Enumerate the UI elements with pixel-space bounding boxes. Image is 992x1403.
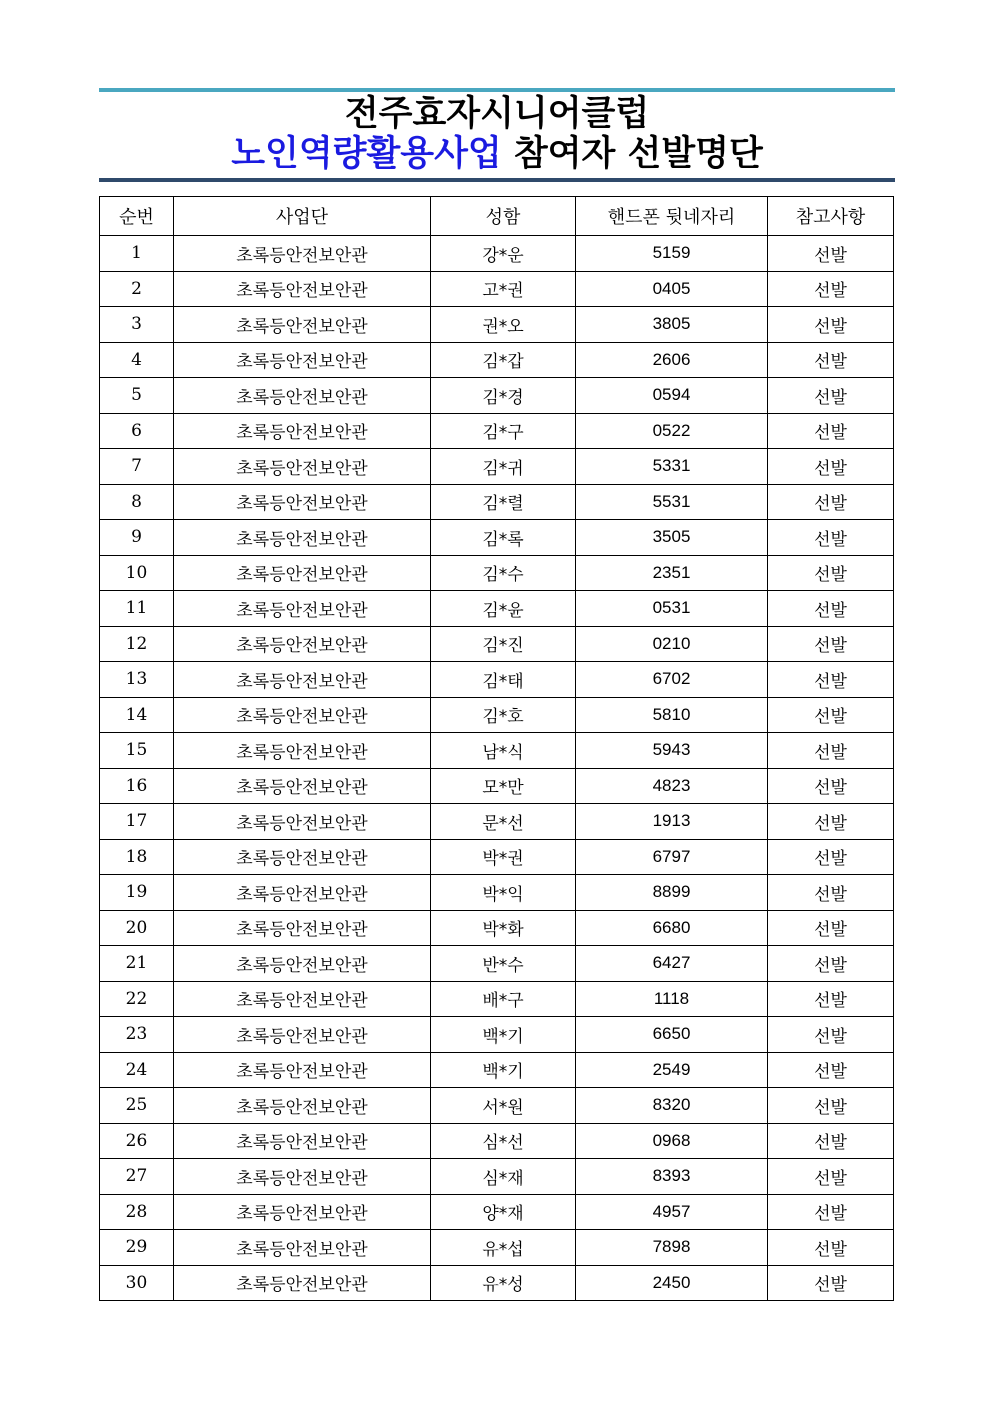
cell-name: 김*윤	[431, 591, 576, 627]
cell-number: 15	[100, 733, 174, 769]
cell-phone: 5331	[576, 449, 768, 485]
cell-phone: 3505	[576, 520, 768, 556]
cell-name: 권*오	[431, 307, 576, 343]
cell-team: 초록등안전보안관	[174, 875, 431, 911]
cell-team: 초록등안전보안관	[174, 271, 431, 307]
cell-team: 초록등안전보안관	[174, 910, 431, 946]
cell-name: 박*익	[431, 875, 576, 911]
table-row	[100, 591, 894, 627]
table-row	[100, 626, 894, 662]
table-row	[100, 520, 894, 556]
table-row	[100, 484, 894, 520]
cell-note: 선발	[768, 413, 894, 449]
cell-team: 초록등안전보안관	[174, 1088, 431, 1124]
cell-name: 남*식	[431, 733, 576, 769]
cell-number: 20	[100, 910, 174, 946]
cell-number: 18	[100, 839, 174, 875]
cell-name: 김*구	[431, 413, 576, 449]
cell-number: 9	[100, 520, 174, 556]
column-header-note: 참고사항	[768, 197, 894, 236]
table-row	[100, 449, 894, 485]
cell-number: 13	[100, 662, 174, 698]
cell-phone: 5810	[576, 697, 768, 733]
cell-team: 초록등안전보안관	[174, 768, 431, 804]
cell-note: 선발	[768, 733, 894, 769]
cell-number: 10	[100, 555, 174, 591]
cell-name: 모*만	[431, 768, 576, 804]
cell-phone: 5531	[576, 484, 768, 520]
cell-name: 박*권	[431, 839, 576, 875]
cell-note: 선발	[768, 236, 894, 272]
cell-name: 강*운	[431, 236, 576, 272]
table-row	[100, 804, 894, 840]
cell-phone: 2351	[576, 555, 768, 591]
cell-number: 23	[100, 1017, 174, 1053]
cell-name: 김*태	[431, 662, 576, 698]
cell-name: 김*호	[431, 697, 576, 733]
cell-team: 초록등안전보안관	[174, 1017, 431, 1053]
cell-team: 초록등안전보안관	[174, 626, 431, 662]
cell-team: 초록등안전보안관	[174, 413, 431, 449]
cell-number: 8	[100, 484, 174, 520]
cell-phone: 0531	[576, 591, 768, 627]
table-row	[100, 875, 894, 911]
cell-note: 선발	[768, 520, 894, 556]
cell-note: 선발	[768, 484, 894, 520]
cell-note: 선발	[768, 662, 894, 698]
cell-name: 배*구	[431, 981, 576, 1017]
cell-note: 선발	[768, 1194, 894, 1230]
cell-number: 3	[100, 307, 174, 343]
cell-note: 선발	[768, 342, 894, 378]
cell-number: 17	[100, 804, 174, 840]
cell-phone: 4823	[576, 768, 768, 804]
cell-note: 선발	[768, 307, 894, 343]
table-row	[100, 1052, 894, 1088]
cell-name: 심*선	[431, 1123, 576, 1159]
table-row	[100, 1265, 894, 1301]
cell-phone: 2606	[576, 342, 768, 378]
cell-note: 선발	[768, 449, 894, 485]
cell-number: 27	[100, 1159, 174, 1195]
cell-phone: 6680	[576, 910, 768, 946]
cell-note: 선발	[768, 555, 894, 591]
cell-phone: 6702	[576, 662, 768, 698]
table-row	[100, 839, 894, 875]
cell-team: 초록등안전보안관	[174, 449, 431, 485]
cell-phone: 0594	[576, 378, 768, 414]
cell-phone: 7898	[576, 1230, 768, 1266]
document-title	[99, 92, 895, 178]
cell-team: 초록등안전보안관	[174, 1159, 431, 1195]
cell-phone: 8393	[576, 1159, 768, 1195]
cell-name: 심*재	[431, 1159, 576, 1195]
column-header-phone: 핸드폰 뒷네자리	[576, 197, 768, 236]
participant-table	[99, 196, 894, 1301]
cell-phone: 0405	[576, 271, 768, 307]
program-title	[99, 134, 895, 174]
cell-number: 25	[100, 1088, 174, 1124]
column-header-no: 순번	[100, 197, 174, 236]
cell-team: 초록등안전보안관	[174, 839, 431, 875]
cell-name: 김*진	[431, 626, 576, 662]
cell-team: 초록등안전보안관	[174, 733, 431, 769]
table-row	[100, 271, 894, 307]
table-row	[100, 413, 894, 449]
cell-note: 선발	[768, 626, 894, 662]
cell-number: 14	[100, 697, 174, 733]
cell-team: 초록등안전보안관	[174, 378, 431, 414]
cell-phone: 0210	[576, 626, 768, 662]
cell-name: 김*갑	[431, 342, 576, 378]
cell-number: 2	[100, 271, 174, 307]
table-row	[100, 1194, 894, 1230]
cell-number: 26	[100, 1123, 174, 1159]
cell-number: 1	[100, 236, 174, 272]
cell-phone: 3805	[576, 307, 768, 343]
cell-note: 선발	[768, 1052, 894, 1088]
cell-name: 김*렬	[431, 484, 576, 520]
table-row	[100, 555, 894, 591]
cell-name: 김*수	[431, 555, 576, 591]
cell-phone: 1913	[576, 804, 768, 840]
table-row	[100, 946, 894, 982]
cell-team: 초록등안전보안관	[174, 342, 431, 378]
cell-team: 초록등안전보안관	[174, 591, 431, 627]
column-header-name: 성함	[431, 197, 576, 236]
cell-name: 반*수	[431, 946, 576, 982]
cell-team: 초록등안전보안관	[174, 1194, 431, 1230]
cell-note: 선발	[768, 946, 894, 982]
cell-team: 초록등안전보안관	[174, 981, 431, 1017]
cell-team: 초록등안전보안관	[174, 520, 431, 556]
cell-name: 문*선	[431, 804, 576, 840]
table-row	[100, 697, 894, 733]
cell-phone: 5159	[576, 236, 768, 272]
cell-note: 선발	[768, 910, 894, 946]
cell-team: 초록등안전보안관	[174, 307, 431, 343]
cell-number: 29	[100, 1230, 174, 1266]
table-row	[100, 662, 894, 698]
cell-phone: 2450	[576, 1265, 768, 1301]
cell-number: 5	[100, 378, 174, 414]
table-body	[100, 236, 894, 1301]
cell-note: 선발	[768, 804, 894, 840]
cell-name: 고*권	[431, 271, 576, 307]
list-title: 참여자 선발명단	[513, 134, 763, 174]
cell-team: 초록등안전보안관	[174, 804, 431, 840]
cell-phone: 0522	[576, 413, 768, 449]
table-row	[100, 342, 894, 378]
cell-number: 6	[100, 413, 174, 449]
cell-team: 초록등안전보안관	[174, 555, 431, 591]
cell-number: 24	[100, 1052, 174, 1088]
cell-number: 21	[100, 946, 174, 982]
cell-name: 양*재	[431, 1194, 576, 1230]
cell-phone: 4957	[576, 1194, 768, 1230]
table-row	[100, 910, 894, 946]
cell-note: 선발	[768, 875, 894, 911]
cell-phone: 2549	[576, 1052, 768, 1088]
cell-team: 초록등안전보안관	[174, 1123, 431, 1159]
cell-note: 선발	[768, 839, 894, 875]
cell-phone: 6427	[576, 946, 768, 982]
cell-name: 김*귀	[431, 449, 576, 485]
table-row	[100, 1017, 894, 1053]
cell-team: 초록등안전보안관	[174, 1230, 431, 1266]
column-header-team: 사업단	[174, 197, 431, 236]
cell-name: 박*화	[431, 910, 576, 946]
cell-team: 초록등안전보안관	[174, 662, 431, 698]
cell-note: 선발	[768, 1230, 894, 1266]
table-row	[100, 1123, 894, 1159]
cell-team: 초록등안전보안관	[174, 236, 431, 272]
cell-team: 초록등안전보안관	[174, 697, 431, 733]
cell-phone: 8320	[576, 1088, 768, 1124]
cell-note: 선발	[768, 1123, 894, 1159]
cell-phone: 0968	[576, 1123, 768, 1159]
cell-note: 선발	[768, 1017, 894, 1053]
cell-number: 22	[100, 981, 174, 1017]
cell-name: 백*기	[431, 1052, 576, 1088]
cell-number: 4	[100, 342, 174, 378]
cell-note: 선발	[768, 981, 894, 1017]
cell-number: 28	[100, 1194, 174, 1230]
cell-phone: 1118	[576, 981, 768, 1017]
table-row	[100, 307, 894, 343]
cell-number: 16	[100, 768, 174, 804]
cell-team: 초록등안전보안관	[174, 946, 431, 982]
cell-note: 선발	[768, 591, 894, 627]
cell-name: 백*기	[431, 1017, 576, 1053]
table-row	[100, 1230, 894, 1266]
cell-note: 선발	[768, 1159, 894, 1195]
cell-note: 선발	[768, 378, 894, 414]
table-row	[100, 378, 894, 414]
cell-name: 유*섭	[431, 1230, 576, 1266]
cell-phone: 6650	[576, 1017, 768, 1053]
cell-number: 19	[100, 875, 174, 911]
cell-note: 선발	[768, 1088, 894, 1124]
organization-title: 전주효자시니어클럽	[344, 94, 650, 134]
table-row	[100, 981, 894, 1017]
table-row	[100, 1159, 894, 1195]
header-bottom-rule	[99, 178, 895, 182]
table-row	[100, 768, 894, 804]
cell-note: 선발	[768, 271, 894, 307]
cell-note: 선발	[768, 768, 894, 804]
table-row	[100, 236, 894, 272]
program-name: 노인역량활용사업	[231, 134, 502, 174]
cell-name: 서*원	[431, 1088, 576, 1124]
cell-name: 유*성	[431, 1265, 576, 1301]
table-row	[100, 733, 894, 769]
table-header-row	[100, 197, 894, 236]
cell-name: 김*록	[431, 520, 576, 556]
cell-name: 김*경	[431, 378, 576, 414]
cell-team: 초록등안전보안관	[174, 1265, 431, 1301]
cell-number: 30	[100, 1265, 174, 1301]
cell-number: 7	[100, 449, 174, 485]
cell-phone: 6797	[576, 839, 768, 875]
cell-note: 선발	[768, 1265, 894, 1301]
cell-phone: 8899	[576, 875, 768, 911]
cell-phone: 5943	[576, 733, 768, 769]
table-row	[100, 1088, 894, 1124]
cell-number: 12	[100, 626, 174, 662]
cell-team: 초록등안전보안관	[174, 484, 431, 520]
cell-note: 선발	[768, 697, 894, 733]
cell-team: 초록등안전보안관	[174, 1052, 431, 1088]
cell-number: 11	[100, 591, 174, 627]
